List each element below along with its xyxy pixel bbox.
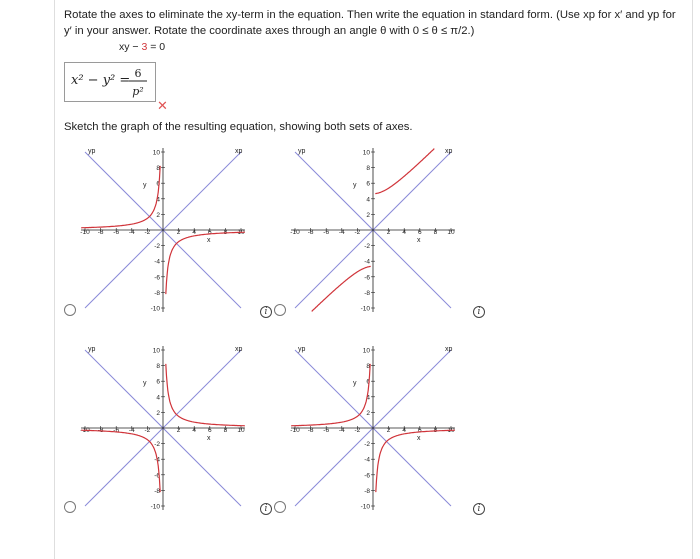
x-tick-label: -6	[323, 427, 330, 434]
option-radio-1[interactable]	[64, 304, 76, 316]
yp-axis-label: yp	[298, 148, 306, 155]
y-axis-label: y	[353, 182, 357, 189]
y-axis-label: y	[143, 380, 147, 387]
x-tick-label: 10	[447, 427, 455, 434]
x-axis-label: x	[207, 237, 211, 244]
x-axis-label: x	[417, 435, 421, 442]
x-tick-label: -8	[97, 229, 104, 236]
x-tick-label: 6	[207, 427, 212, 434]
y-tick-label: 2	[156, 409, 160, 417]
x-tick-label: 2	[386, 229, 391, 236]
option-radio-4[interactable]	[274, 501, 286, 513]
answer-lhs: x² − y² =	[71, 73, 131, 88]
y-tick-label: 8	[366, 363, 370, 371]
x-tick-label: -8	[307, 427, 314, 434]
equation-right: = 0	[150, 41, 166, 53]
curve-branch	[376, 430, 455, 492]
equation-constant: 3	[141, 41, 148, 53]
x-tick-label: 8	[223, 229, 228, 236]
xp-axis-label: xp	[445, 148, 453, 155]
y-tick-label: 6	[366, 378, 370, 386]
curve-branch	[375, 149, 434, 194]
y-tick-label: -6	[364, 274, 370, 282]
y-axis-label: y	[353, 380, 357, 387]
x-axis-label: x	[417, 237, 421, 244]
x-tick-label: 2	[386, 427, 391, 434]
x-tick-label: -10	[290, 427, 300, 434]
y-tick-label: -2	[364, 243, 370, 251]
y-tick-label: 8	[156, 363, 160, 371]
yp-axis-label: yp	[298, 346, 306, 353]
x-tick-label: 2	[176, 427, 181, 434]
y-axis-label: y	[143, 182, 147, 189]
equation-left: xy −	[119, 41, 139, 53]
yp-axis-label: yp	[88, 148, 96, 155]
y-tick-label: 4	[156, 394, 160, 402]
x-tick-label: 6	[417, 229, 422, 236]
yp-axis-label: yp	[88, 346, 96, 353]
question-instructions: Rotate the axes to eliminate the xy-term in the equation. Then write the equation in standard form. (Use xp for x′ and yp for y′ in your answer. Rotate the coordinate axes through an angle θ with 0 ≤ θ ≤ π/2.)	[64, 9, 676, 37]
curve-branch	[81, 166, 160, 228]
x-tick-label: -6	[323, 229, 330, 236]
y-tick-label: -4	[364, 258, 370, 266]
y-tick-label: -8	[154, 487, 160, 495]
graph-option-1	[80, 148, 245, 313]
y-tick-label: 4	[366, 196, 370, 204]
x-tick-label: 10	[237, 427, 245, 434]
y-tick-label: 6	[366, 180, 370, 188]
y-tick-label: -4	[154, 456, 160, 464]
info-icon[interactable]: i	[260, 503, 272, 515]
y-tick-label: -4	[364, 456, 370, 464]
x-tick-label: -2	[144, 229, 151, 236]
y-tick-label: -2	[154, 441, 160, 449]
option-radio-2[interactable]	[274, 304, 286, 316]
curve-branch	[166, 364, 245, 426]
y-tick-label: -6	[154, 274, 160, 282]
answer-numerator: 6	[134, 67, 142, 80]
y-tick-label: 10	[362, 149, 370, 157]
x-tick-label: -6	[113, 427, 120, 434]
x-mark-icon: ✕	[157, 99, 168, 114]
y-tick-label: 6	[156, 180, 160, 188]
y-tick-label: -6	[154, 472, 160, 480]
x-tick-label: -10	[290, 229, 300, 236]
x-tick-label: 8	[433, 427, 438, 434]
x-tick-label: -8	[307, 229, 314, 236]
x-tick-label: -4	[338, 229, 345, 236]
graph-option-2	[290, 148, 455, 313]
x-tick-label: 8	[223, 427, 228, 434]
y-tick-label: 4	[366, 394, 370, 402]
xp-axis-label: xp	[445, 346, 453, 353]
x-tick-label: 4	[402, 229, 407, 236]
y-tick-label: 6	[156, 378, 160, 386]
y-tick-label: 10	[362, 347, 370, 355]
sketch-prompt: Sketch the graph of the resulting equation, showing both sets of axes.	[64, 121, 413, 133]
x-tick-label: -2	[354, 427, 361, 434]
info-icon[interactable]: i	[260, 306, 272, 318]
x-tick-label: 2	[176, 229, 181, 236]
xp-axis-label: xp	[235, 148, 243, 155]
curve-branch	[81, 430, 160, 492]
x-tick-label: -10	[80, 229, 90, 236]
curve-branch	[291, 364, 370, 426]
x-tick-label: 4	[192, 229, 197, 236]
y-tick-label: -8	[154, 289, 160, 297]
curve-branch	[166, 232, 245, 294]
x-tick-label: -8	[97, 427, 104, 434]
graph-option-3	[80, 346, 245, 511]
y-tick-label: 8	[156, 165, 160, 173]
x-tick-label: -10	[80, 427, 90, 434]
y-tick-label: 8	[366, 165, 370, 173]
graph-option-4	[290, 346, 455, 511]
x-tick-label: 6	[417, 427, 422, 434]
y-tick-label: 2	[366, 409, 370, 417]
info-icon[interactable]: i	[473, 306, 485, 318]
y-tick-label: -2	[364, 441, 370, 449]
y-tick-label: -10	[360, 503, 370, 511]
y-tick-label: -8	[364, 487, 370, 495]
x-tick-label: 8	[433, 229, 438, 236]
y-tick-label: -6	[364, 472, 370, 480]
x-axis-label: x	[207, 435, 211, 442]
xp-axis-label: xp	[235, 346, 243, 353]
y-tick-label: -4	[154, 258, 160, 266]
y-tick-label: -10	[360, 305, 370, 313]
y-tick-label: -10	[150, 503, 160, 511]
answer-denominator: p²	[132, 85, 144, 98]
y-tick-label: 10	[152, 149, 160, 157]
y-tick-label: 2	[366, 211, 370, 219]
x-tick-label: 10	[447, 229, 455, 236]
x-tick-label: -4	[338, 427, 345, 434]
y-tick-label: 2	[156, 211, 160, 219]
info-icon[interactable]: i	[473, 503, 485, 515]
y-tick-label: -2	[154, 243, 160, 251]
x-tick-label: -2	[354, 229, 361, 236]
x-tick-label: -6	[113, 229, 120, 236]
x-tick-label: -4	[128, 427, 135, 434]
y-tick-label: -8	[364, 289, 370, 297]
y-tick-label: 10	[152, 347, 160, 355]
y-tick-label: 4	[156, 196, 160, 204]
option-radio-3[interactable]	[64, 501, 76, 513]
x-tick-label: 6	[207, 229, 212, 236]
y-tick-label: -10	[150, 305, 160, 313]
x-tick-label: -2	[144, 427, 151, 434]
x-tick-label: -4	[128, 229, 135, 236]
x-tick-label: 10	[237, 229, 245, 236]
x-tick-label: 4	[192, 427, 197, 434]
x-tick-label: 4	[402, 427, 407, 434]
